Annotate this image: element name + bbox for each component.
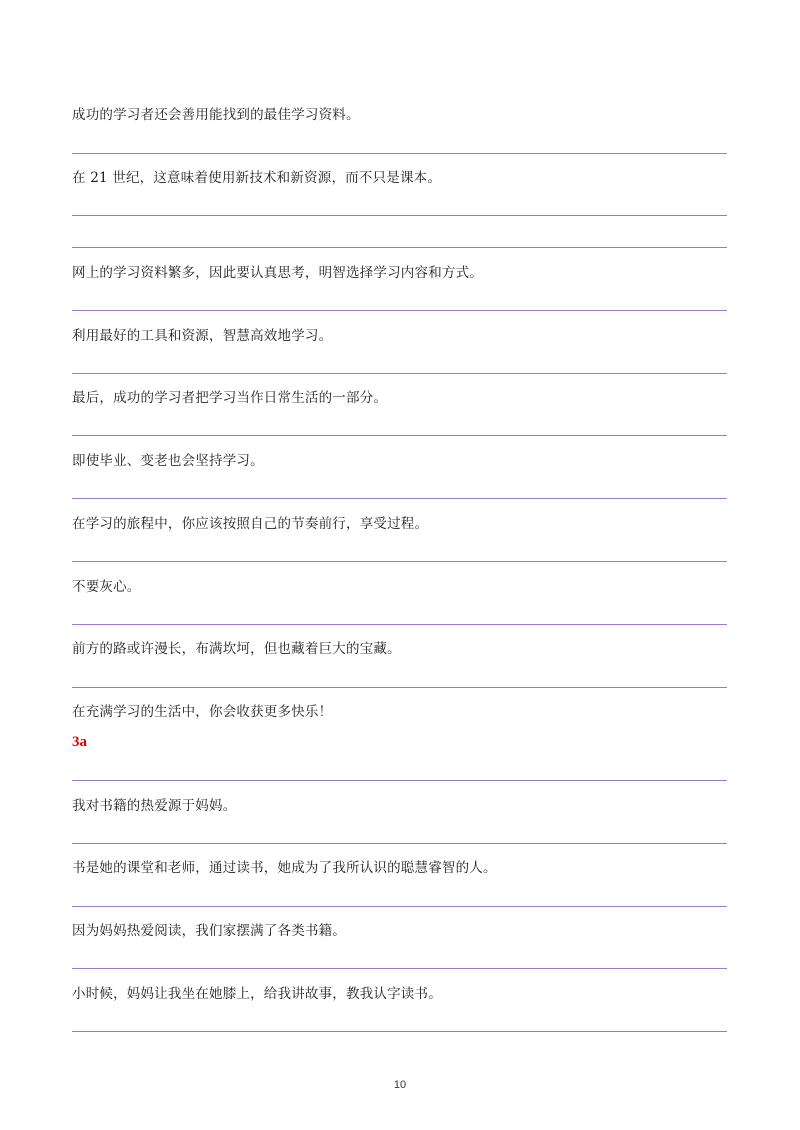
sentence-line: 不要灰心。	[72, 579, 141, 595]
answer-rule	[72, 906, 727, 907]
answer-rule	[72, 843, 727, 844]
answer-rule	[72, 687, 727, 688]
answer-rule	[72, 561, 727, 562]
page-number: 10	[393, 1079, 407, 1091]
sentence-line: 小时候，妈妈让我坐在她膝上，给我讲故事，教我认字读书。	[72, 986, 442, 1002]
answer-rule	[72, 435, 727, 436]
answer-rule	[72, 498, 727, 499]
answer-rule	[72, 1031, 727, 1032]
sentence-line: 利用最好的工具和资源，智慧高效地学习。	[72, 328, 333, 344]
answer-rule	[72, 624, 727, 625]
section-label: 3a	[72, 734, 87, 750]
answer-rule	[72, 373, 727, 374]
sentence-line: 因为妈妈热爱阅读，我们家摆满了各类书籍。	[72, 923, 346, 939]
sentence-line: 书是她的课堂和老师，通过读书，她成为了我所认识的聪慧睿智的人。	[72, 860, 497, 876]
answer-rule	[72, 247, 727, 248]
sentence-line: 即使毕业、变老也会坚持学习。	[72, 453, 264, 469]
answer-rule	[72, 215, 727, 216]
answer-rule	[72, 780, 727, 781]
answer-rule	[72, 153, 727, 154]
answer-rule	[72, 310, 727, 311]
sentence-line: 前方的路或许漫长，布满坎坷，但也藏着巨大的宝藏。	[72, 641, 401, 657]
sentence-line: 我对书籍的热爱源于妈妈。	[72, 798, 237, 814]
sentence-line: 最后，成功的学习者把学习当作日常生活的一部分。	[72, 390, 388, 406]
sentence-line: 在 21 世纪，这意味着使用新技术和新资源，而不只是课本。	[72, 170, 442, 186]
sentence-line: 在学习的旅程中，你应该按照自己的节奏前行，享受过程。	[72, 516, 429, 532]
sentence-line: 在充满学习的生活中，你会收获更多快乐！	[72, 704, 333, 720]
sentence-line: 网上的学习资料繁多，因此要认真思考，明智选择学习内容和方式。	[72, 265, 483, 281]
answer-rule	[72, 968, 727, 969]
sentence-line: 成功的学习者还会善用能找到的最佳学习资料。	[72, 107, 360, 123]
